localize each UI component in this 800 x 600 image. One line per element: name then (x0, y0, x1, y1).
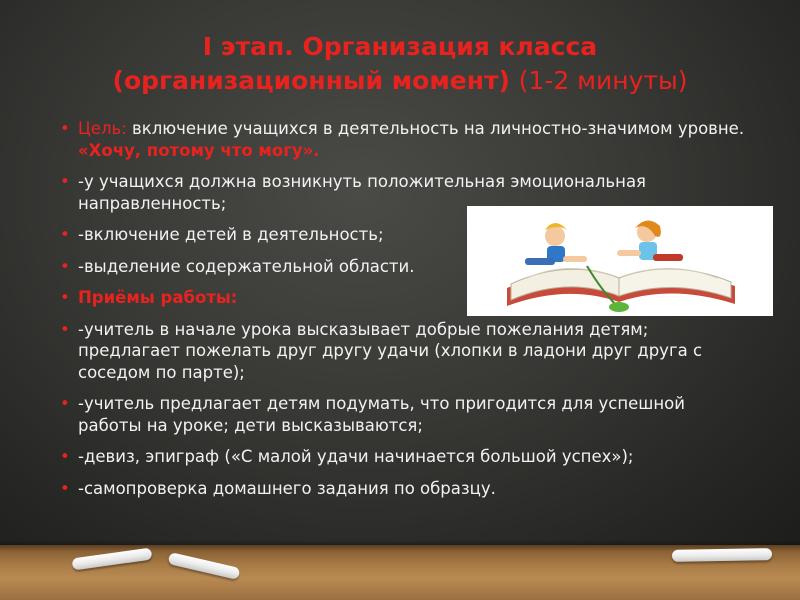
book-illustration (467, 206, 773, 316)
slide-title (40, 30, 760, 98)
children-reading-book-image (467, 206, 773, 316)
list-item: • -учитель в начале урока высказывает добрые пожелания детям; предлагает пожелать друг другу удачи (хлопки в ладони друг друга с соседом по парте); (60, 319, 750, 384)
list-item: • -девиз, эпиграф («С малой удачи начинается большой успех»); (60, 446, 750, 468)
title-duration: (1-2 минуты) (518, 66, 688, 95)
goal-motto: «Хочу, потому что могу». (78, 140, 320, 160)
goal-text: включение учащихся в деятельность на личностно-значимом уровне. (126, 119, 745, 138)
title-line-1: I этап. Организация класса (202, 32, 598, 61)
title-line-2 (40, 64, 760, 98)
chalk-piece-right (672, 548, 772, 562)
list-item-goal (60, 118, 750, 161)
goal-label: Цель: (78, 119, 127, 138)
list-item: • -у учащихся должна возникнуть положительная эмоциональная направленность; (60, 171, 750, 214)
methods-label: Приёмы работы: (78, 288, 238, 307)
list-item: • -самопроверка домашнего задания по образцу. (60, 478, 750, 500)
title-subject: (организационный момент) (112, 66, 510, 95)
list-item: • -учитель предлагает детям подумать, что пригодится для успешной работы на уроке; дети высказываются; (60, 393, 750, 436)
list-item: • -включение детей в деятельность; (60, 224, 750, 246)
list-item: • -выделение содержательной области. (60, 256, 750, 278)
